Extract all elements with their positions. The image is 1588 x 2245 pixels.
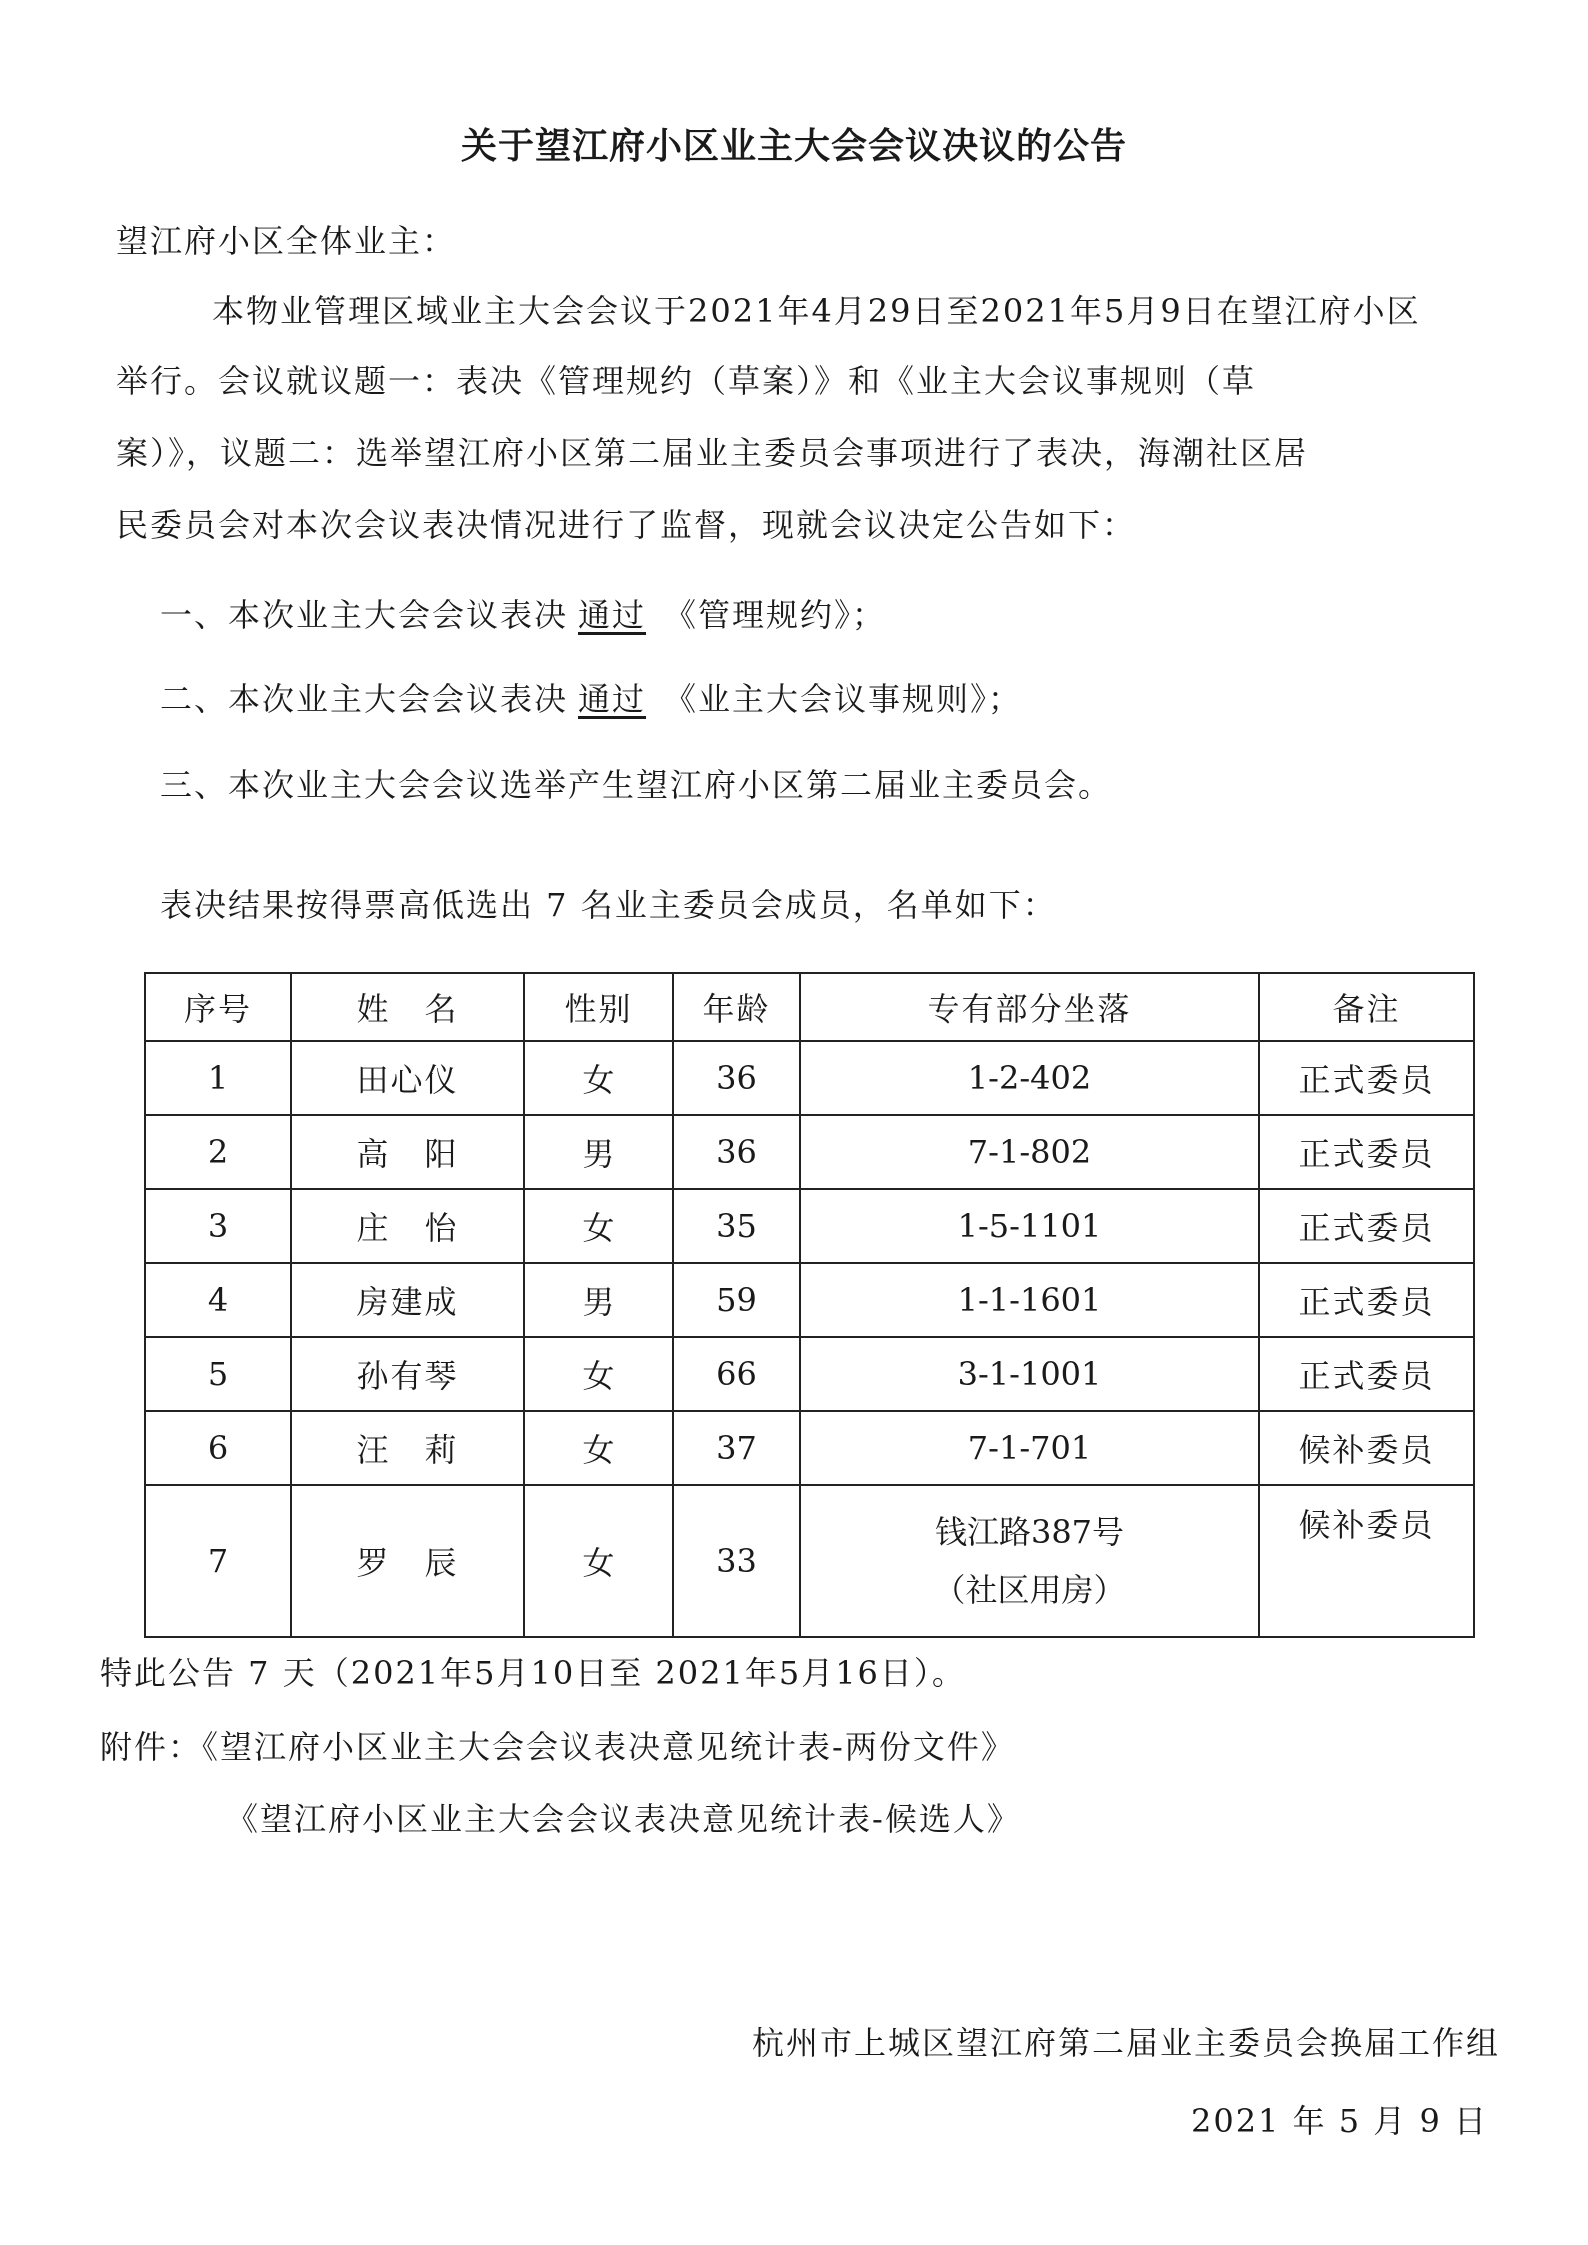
cell-unit: 7-1-802 — [800, 1115, 1259, 1189]
attachment-item-2: 《望江府小区业主大会会议表决意见统计表-候选人》 — [226, 1800, 1021, 1838]
cell-unit: 1-1-1601 — [800, 1263, 1259, 1337]
signature-date: 2021 年 5 月 9 日 — [1190, 2102, 1488, 2140]
signature-org: 杭州市上城区望江府第二届业主委员会换届工作组 — [751, 2024, 1500, 2062]
header-gender: 性别 — [524, 973, 673, 1041]
resolution-1-prefix: 一、本次业主大会会议表决 — [160, 596, 569, 634]
cell-age: 36 — [673, 1115, 800, 1189]
table-header-row — [145, 973, 1474, 1041]
cell-gender: 女 — [524, 1411, 673, 1485]
table-row — [145, 1337, 1474, 1411]
resolution-3: 三、本次业主大会会议选举产生望江府小区第二届业主委员会。 — [160, 766, 1113, 804]
cell-gender: 男 — [524, 1263, 673, 1337]
committee-members-table — [144, 972, 1475, 1638]
cell-gender: 女 — [524, 1485, 673, 1637]
cell-gender: 男 — [524, 1115, 673, 1189]
body-line-2: 举行。会议就议题一：表决《管理规约（草案）》和《业主大会议事规则（草 — [116, 362, 1257, 400]
cell-gender: 女 — [524, 1337, 673, 1411]
cell-unit: 7-1-701 — [800, 1411, 1259, 1485]
cell-unit-line-2: （社区用房） — [933, 1571, 1126, 1609]
table-row — [145, 1041, 1474, 1115]
attachments-line-1 — [100, 1722, 1015, 1768]
header-no: 序号 — [145, 973, 291, 1041]
resolution-1 — [160, 590, 886, 636]
resolution-2-suffix: 《业主大会议事规则》； — [664, 680, 1023, 718]
table-row — [145, 1189, 1474, 1263]
cell-name: 庄 怡 — [291, 1189, 524, 1263]
cell-name: 房建成 — [291, 1263, 524, 1337]
document-title: 关于望江府小区业主大会会议决议的公告 — [460, 126, 1127, 167]
cell-no: 6 — [145, 1411, 291, 1485]
notice-period: 特此公告 7 天（2021年5月10日至 2021年5月16日）。 — [100, 1654, 966, 1692]
cell-gender: 女 — [524, 1041, 673, 1115]
cell-name: 汪 莉 — [291, 1411, 524, 1485]
cell-note: 候补委员 — [1259, 1411, 1474, 1485]
table-intro: 表决结果按得票高低选出 7 名业主委员会成员，名单如下： — [160, 886, 1057, 924]
cell-age: 33 — [673, 1485, 800, 1637]
header-unit: 专有部分坐落 — [800, 973, 1259, 1041]
body-line-1: 本物业管理区域业主大会会议于2021年4月29日至2021年5月9日在望江府小区 — [212, 292, 1421, 330]
cell-name: 高 阳 — [291, 1115, 524, 1189]
cell-no: 5 — [145, 1337, 291, 1411]
table-row — [145, 1485, 1474, 1637]
header-age: 年龄 — [673, 973, 800, 1041]
cell-no: 3 — [145, 1189, 291, 1263]
cell-note: 正式委员 — [1259, 1115, 1474, 1189]
table-row — [145, 1411, 1474, 1485]
header-name: 姓 名 — [291, 973, 524, 1041]
cell-age: 66 — [673, 1337, 800, 1411]
cell-gender: 女 — [524, 1189, 673, 1263]
cell-unit: 1-2-402 — [800, 1041, 1259, 1115]
table-row — [145, 1115, 1474, 1189]
resolution-2 — [160, 674, 1022, 720]
attachments-label: 附件： — [100, 1728, 203, 1766]
cell-note: 候补委员 — [1259, 1485, 1474, 1637]
cell-unit — [800, 1485, 1259, 1637]
cell-name: 罗 辰 — [291, 1485, 524, 1637]
resolution-2-prefix: 二、本次业主大会会议表决 — [160, 680, 569, 718]
attachment-item-1: 《望江府小区业主大会会议表决意见统计表-两份文件》 — [202, 1728, 1015, 1766]
cell-age: 37 — [673, 1411, 800, 1485]
cell-note: 正式委员 — [1259, 1041, 1474, 1115]
cell-age: 35 — [673, 1189, 800, 1263]
cell-note: 正式委员 — [1259, 1337, 1474, 1411]
cell-unit: 3-1-1001 — [800, 1337, 1259, 1411]
salutation: 望江府小区全体业主： — [116, 222, 457, 260]
cell-note: 正式委员 — [1259, 1263, 1474, 1337]
cell-no: 1 — [145, 1041, 291, 1115]
cell-unit: 1-5-1101 — [800, 1189, 1259, 1263]
cell-note: 正式委员 — [1259, 1189, 1474, 1263]
cell-no: 4 — [145, 1263, 291, 1337]
cell-unit-line-1: 钱江路387号 — [934, 1513, 1125, 1551]
cell-age: 36 — [673, 1041, 800, 1115]
cell-name: 孙有琴 — [291, 1337, 524, 1411]
cell-name: 田心仪 — [291, 1041, 524, 1115]
body-line-4: 民委员会对本次会议表决情况进行了监督，现就会议决定公告如下： — [116, 506, 1137, 544]
cell-no: 7 — [145, 1485, 291, 1637]
header-note: 备注 — [1259, 973, 1474, 1041]
table-row — [145, 1263, 1474, 1337]
cell-no: 2 — [145, 1115, 291, 1189]
body-line-3: 案）》，议题二：选举望江府小区第二届业主委员会事项进行了表决，海潮社区居 — [116, 434, 1309, 472]
resolution-1-suffix: 《管理规约》； — [664, 596, 887, 634]
resolution-1-result: 通过 — [578, 596, 647, 634]
cell-age: 59 — [673, 1263, 800, 1337]
resolution-2-result: 通过 — [578, 680, 647, 718]
